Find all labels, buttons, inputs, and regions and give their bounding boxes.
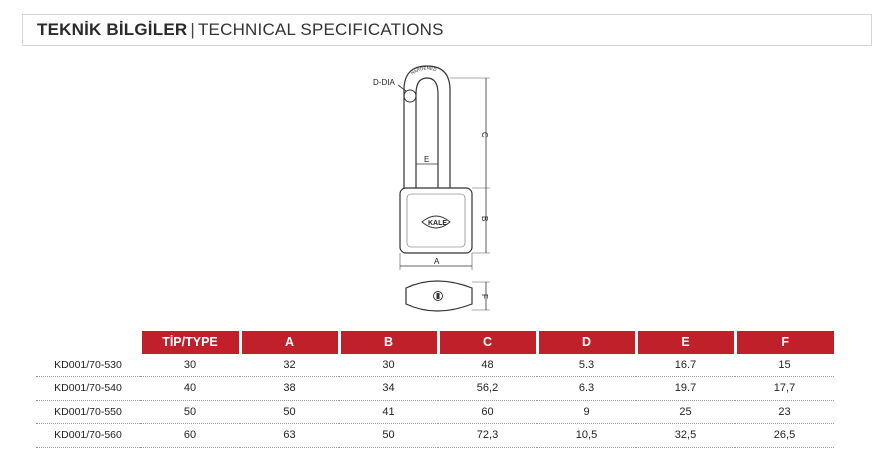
padlock-drawing — [360, 60, 520, 330]
a-label: A — [434, 257, 440, 266]
d-cell: 10,5 — [537, 424, 636, 448]
shackle-outer — [404, 66, 450, 188]
c-cell: 48 — [438, 354, 537, 377]
e-label: E — [424, 155, 430, 164]
section-title — [37, 20, 444, 40]
type-cell: 30 — [140, 354, 240, 377]
title-english: TECHNICAL SPECIFICATIONS — [197, 20, 444, 39]
type-cell: 50 — [140, 400, 240, 424]
model-cell: KD001/70-530 — [36, 354, 140, 377]
d-dia-label: D-DIA — [373, 78, 395, 87]
brand-text: KALE — [428, 220, 448, 227]
header-e: E — [636, 331, 735, 354]
section-header — [22, 14, 872, 46]
table-row — [36, 377, 834, 401]
header-b: B — [339, 331, 438, 354]
d-cell: 6.3 — [537, 377, 636, 401]
title-separator: | — [190, 20, 195, 39]
a-cell: 50 — [240, 400, 339, 424]
f-cell: 26,5 — [735, 424, 834, 448]
e-cell: 32,5 — [636, 424, 735, 448]
type-cell: 60 — [140, 424, 240, 448]
d-cell: 9 — [537, 400, 636, 424]
padlock-diagram — [360, 60, 520, 330]
table-row — [36, 400, 834, 424]
f-cell: 17,7 — [735, 377, 834, 401]
b-cell: 41 — [339, 400, 438, 424]
e-cell: 25 — [636, 400, 735, 424]
f-label: F — [480, 294, 489, 299]
model-cell: KD001/70-560 — [36, 424, 140, 448]
header-a: A — [240, 331, 339, 354]
table-header-row — [36, 331, 834, 354]
e-cell: 19.7 — [636, 377, 735, 401]
header-blank-cell — [36, 331, 140, 354]
d-cell: 5.3 — [537, 354, 636, 377]
table-row — [36, 424, 834, 448]
f-cell: 15 — [735, 354, 834, 377]
a-cell: 32 — [240, 354, 339, 377]
title-turkish: TEKNİK BİLGİLER — [37, 20, 188, 39]
model-cell: KD001/70-540 — [36, 377, 140, 401]
header-c: C — [438, 331, 537, 354]
e-cell: 16.7 — [636, 354, 735, 377]
c-cell: 60 — [438, 400, 537, 424]
a-cell: 63 — [240, 424, 339, 448]
f-cell: 23 — [735, 400, 834, 424]
shackle-inner — [416, 78, 438, 188]
header-f: F — [735, 331, 834, 354]
b-cell: 50 — [339, 424, 438, 448]
shackle-stamp-text: HARDENED — [409, 65, 438, 76]
c-cell: 72,3 — [438, 424, 537, 448]
c-label: C — [480, 132, 489, 138]
b-label: B — [480, 216, 489, 222]
header-d: D — [537, 331, 636, 354]
header-type: TİP/TYPE — [140, 331, 240, 354]
c-cell: 56,2 — [438, 377, 537, 401]
d-dia-circle — [404, 90, 416, 102]
b-cell: 30 — [339, 354, 438, 377]
b-cell: 34 — [339, 377, 438, 401]
type-cell: 40 — [140, 377, 240, 401]
a-cell: 38 — [240, 377, 339, 401]
model-cell: KD001/70-550 — [36, 400, 140, 424]
spec-table — [36, 331, 834, 448]
table-row — [36, 354, 834, 377]
